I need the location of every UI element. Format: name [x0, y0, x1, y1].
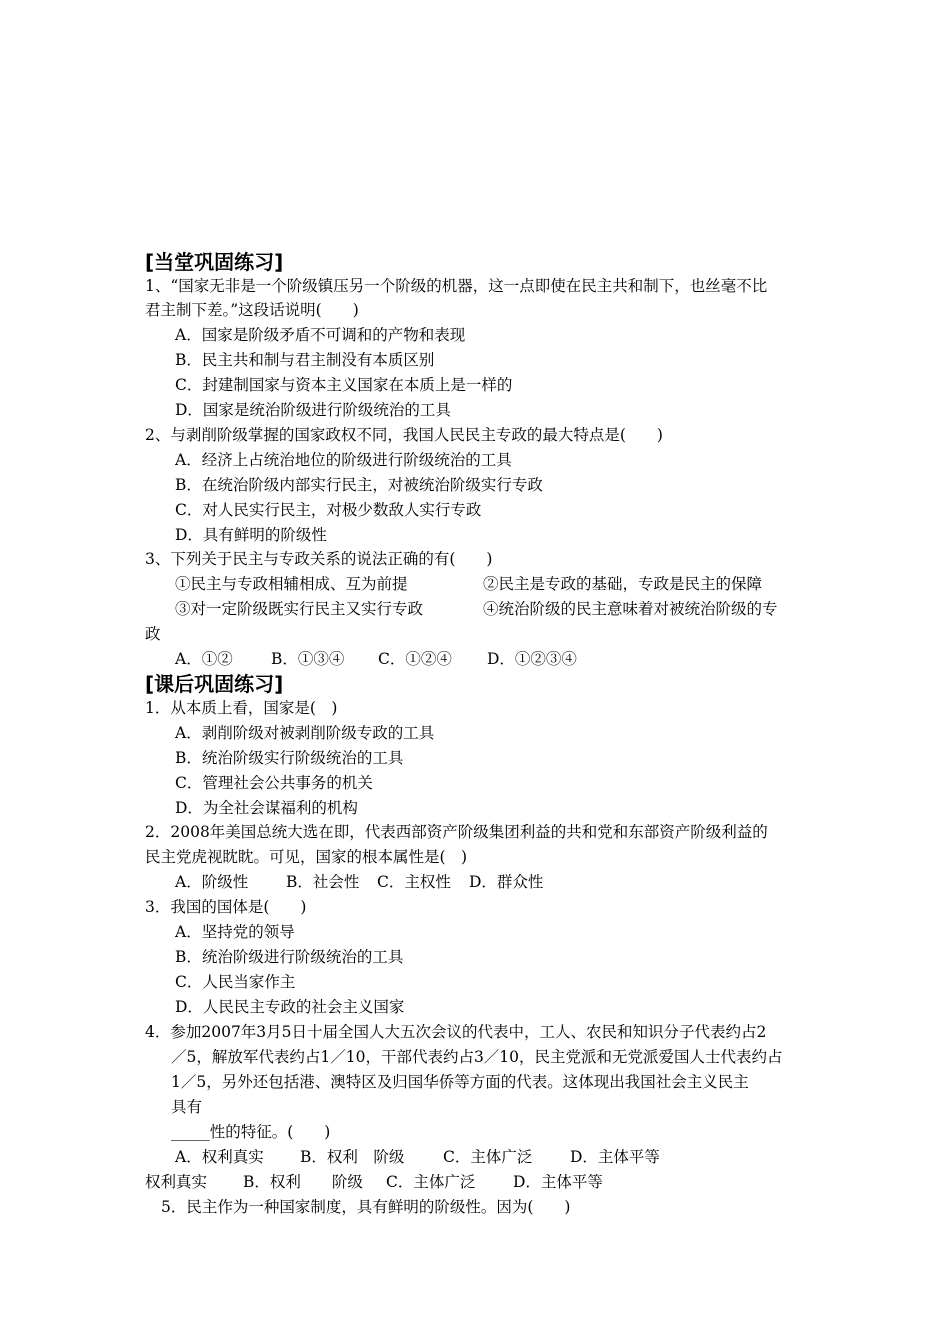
- answer-option: A．国家是阶级矛盾不可调和的产物和表现: [175, 326, 466, 344]
- statement-item: ④统治阶级的民主意味着对被统治阶级的专: [483, 600, 778, 618]
- answer-option: A．经济上占统治地位的阶级进行阶级统治的工具: [175, 451, 512, 469]
- answer-option: C．主体广泛: [443, 1148, 533, 1166]
- answer-option: D．①②③④: [487, 650, 577, 668]
- fill-in-blank: [171, 1122, 330, 1142]
- question-text: 1／5，另外还包括港、澳特区及归国华侨等方面的代表。这体现出我国社会主义民主: [171, 1073, 749, 1091]
- answer-option: C．对人民实行民主，对极少数敌人实行专政: [175, 501, 482, 519]
- answer-option: C．主权性: [377, 873, 451, 891]
- question-text: 3、下列关于民主与专政关系的说法正确的有( ): [145, 550, 493, 568]
- answer-option: B．民主共和制与君主制没有本质区别: [175, 351, 435, 369]
- answer-option: B．社会性: [286, 873, 360, 891]
- question-text: 1．从本质上看，国家是( ): [145, 699, 338, 717]
- answer-option: B．统治阶级实行阶级统治的工具: [175, 749, 404, 767]
- answer-option: B．①③④: [271, 650, 345, 668]
- question-text: 君主制下差。”这段话说明( ): [145, 301, 359, 319]
- answer-option: A．剥削阶级对被剥削阶级专政的工具: [175, 724, 435, 742]
- answer-option: B．权利 阶级: [243, 1173, 363, 1191]
- answer-option: D．主体平等: [513, 1173, 603, 1191]
- answer-option: B．统治阶级进行阶级统治的工具: [175, 948, 404, 966]
- answer-option: D．人民民主专政的社会主义国家: [175, 998, 405, 1016]
- answer-option: A．权利真实: [175, 1148, 264, 1166]
- question-text: ／5，解放军代表约占1／10，干部代表约占3／10，民主党派和无党派爱国人士代表约占: [171, 1048, 783, 1066]
- answer-option: C．①②④: [378, 650, 452, 668]
- section-title: [课后巩固练习]: [145, 672, 284, 696]
- answer-option: B．在统治阶级内部实行民主，对被统治阶级实行专政: [175, 476, 543, 494]
- answer-option: D．为全社会谋福利的机构: [175, 799, 358, 817]
- question-text: 具有: [171, 1098, 203, 1116]
- answer-option: 权利真实: [145, 1173, 208, 1191]
- statement-item: ①民主与专政相辅相成、互为前提: [175, 575, 408, 593]
- question-text: 2．2008年美国总统大选在即，代表西部资产阶级集团利益的共和党和东部资产阶级利益的: [145, 823, 768, 841]
- question-text: 5．民主作为一种国家制度，具有鲜明的阶级性。因为( ): [161, 1198, 571, 1216]
- blank-line: _____: [171, 1123, 210, 1141]
- answer-option: B．权利 阶级: [300, 1148, 405, 1166]
- answer-option: A．阶级性: [175, 873, 249, 891]
- section-title: [当堂巩固练习]: [145, 250, 284, 274]
- question-text: 4．参加2007年3月5日十届全国人大五次会议的代表中，工人、农民和知识分子代表约占2: [145, 1023, 767, 1041]
- answer-option: D．主体平等: [570, 1148, 660, 1166]
- question-text: 1、“国家无非是一个阶级镇压另一个阶级的机器，这一点即使在民主共和制下，也丝毫不比: [145, 277, 768, 295]
- statement-item: ③对一定阶级既实行民主又实行专政: [175, 600, 424, 618]
- question-text: 3．我国的国体是( ): [145, 898, 307, 916]
- answer-option: D．国家是统治阶级进行阶级统治的工具: [175, 401, 451, 419]
- answer-option: C．主体广泛: [386, 1173, 476, 1191]
- answer-option: C．封建制国家与资本主义国家在本质上是一样的: [175, 376, 513, 394]
- statement-item-continued: 政: [145, 625, 161, 643]
- answer-option: D．具有鲜明的阶级性: [175, 526, 327, 544]
- question-text: 民主党虎视眈眈。可见，国家的根本属性是( ): [145, 848, 468, 866]
- question-text: 2、与剥削阶级掌握的国家政权不同，我国人民民主专政的最大特点是( ): [145, 426, 663, 444]
- answer-option: D．群众性: [469, 873, 544, 891]
- answer-option: A．①②: [175, 650, 233, 668]
- question-text: 性的特征。( ): [209, 1123, 331, 1141]
- answer-option: A．坚持党的领导: [175, 923, 295, 941]
- answer-option: C．人民当家作主: [175, 973, 296, 991]
- answer-option: C．管理社会公共事务的机关: [175, 774, 373, 792]
- statement-item: ②民主是专政的基础，专政是民主的保障: [483, 575, 763, 593]
